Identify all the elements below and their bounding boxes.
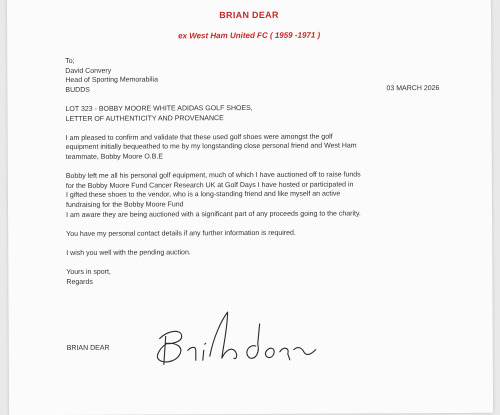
closing-line-1: Yours in sport, [66,268,111,277]
letter-body [65,55,446,287]
subject-line-2: LETTER OF AUTHENTICITY AND PROVENANCE [65,114,224,123]
subject-line-1: LOT 323 - BOBBY MOORE WHITE ADIDAS GOLF SHOES, [65,104,253,113]
paragraph-2-line: I am aware they are being auctioned with a significant part of any proceeds going to the charity. [66,209,361,219]
letter-page [7,0,493,415]
signer-name: BRIAN DEAR [66,344,110,352]
paragraph-2-line: for the Bobby Moore Fund Cancer Research UK at Golf Days I have hosted or participated in [65,181,354,190]
paragraph-4: I wish you well with the pending auction. [66,249,191,257]
address-to: To; [65,57,75,65]
paragraph-3: You have my personal contact details if any further information is required. [66,229,296,238]
letterhead-name: BRIAN DEAR [219,9,279,21]
address-org: BUDDS [65,86,90,94]
paragraph-1-line: equipment initially bequeathed to me by my longstanding close personal friend and West Ham [65,142,357,152]
closing-line-2: Regards [66,278,93,286]
letter-date: 03 MARCH 2026 [386,84,440,93]
signature-image [152,306,322,377]
paragraph-1-line: I am pleased to confirm and validate that these used golf shoes were amongst the golf [65,133,333,142]
paragraph-2-line: fundraising for the Bobby Moore Fund [65,201,184,209]
address-name: David Convery [65,67,112,75]
paragraph-2-line: Bobby left me all his personal golf equipment, much of which I have auctioned off to raise funds [65,171,361,181]
address-title: Head of Sporting Memorabilia [65,76,158,85]
paragraph-1-line: teammate, Bobby Moore O.B.E [65,153,164,161]
paragraph-2-line: I gifted these shoes to the vendor, who is a long-standing friend and like myself an active [65,190,341,200]
letterhead-subtitle: ex West Ham United FC ( 1959 -1971 ) [178,30,321,41]
